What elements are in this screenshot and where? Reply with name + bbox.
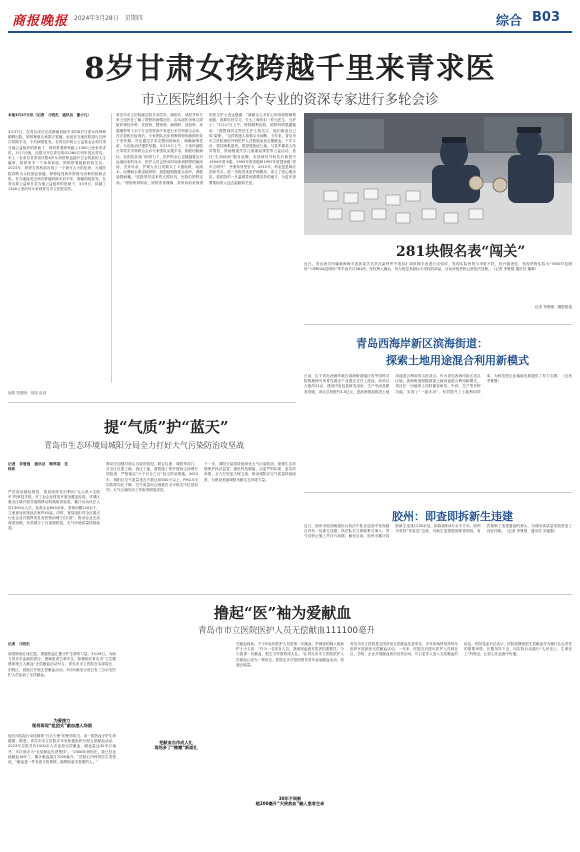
lead-column-1: 3月27日，在青岛成功完成肿瘤切除手术的8岁甘肃女孩坤坤顺利出院，婷婷理意头秋郡占管痛，此前在当地医院进行过两次切除手术，不后病情复发。在青岛市救公公益基金会和甘肃当地公益组织的资助下，妈妈带着婷婷踏上1300公里来青求医。3月7日晚，从银川开往青岛的G2260次列车抵达青岛，车上一名来自甘肃省庆阳8岁女孩婷婷也踏开日会的新的人生篇章，婷婷来手一个单单家庭，妈妈带着她和奶奶生活。2023年，婷婷右的枕部出现了一个黄豆大小的包块，当地医院诊断为头枕部血管瘤，婷婷接受两年阶段为同种的疾病去世。在当地接受完两次肿瘤切除术后半年，肿瘤再接复发。在青岛救公益和甘肃当地公益组织的资助下，3月9日，辞越了1300公里的母女来到青岛市立医院求医。 — [8, 130, 106, 192]
jiaozhou-body: 近日，胶州市胶西街道综合执法中队在巡查中发现辖区内有一处新生违建，执法队员立即联系当事人，责令其停止施工并自行拆除。截至目前，胶州市累计拆除新生违建1230余处，拆除面积4万余平方米。胶州市坚持“零容忍”态度，对新生违建做到即查即拆，有效遏制了违建蔓延的势头，为城市高质量发展营造了良好环境。（记者 李鲁强 通讯员 刘福强） — [304, 524, 572, 539]
lead-column-2: 青岛市市立医院副总院长刘学东，副院长、神经外科专家王伟民在了解了婷婷的病情况后，由本部医务科立即组织神经外科、皮肤科、整形科、病理科、放射科、耳鼻喉科等十余个专业的资深专家进行多学科联合会诊。在完善相关检查后，专家团队初步判断婷婷的病情仍处于发作期，决定通过手术完整切除病灶，明确病情性质，为后续治疗提供依据。3月15日上午，王伟民副院长带领多学科联合会诊专家团队实施手术，彻底切除病灶。在医院各部门的努力下，医护的全心也随越着这对远道而来的母女，医护人员会挤出时间来到婷婷的病床前，关怀母亲，护理人员日发购买了卡通贴纸、绘画本，玩偶和水果送给婷婷，鼓励她积极配合治疗，勇敢战胜病魔。“医院领导送来的大熊玩具，比我们婷婷还高。”婷婷的妈妈说，婷婷非常懂事，常常向前来探望的医生护士表达感谢：“谢谢这么多好心的叔叔阿姨帮助我，我要好好学习，长大了像你们一样当医生，当护士！”3月27日上午，婷婷顺利出院，婷婷妈妈感激地说：“我想到同这些医生护士的名字，他们都说自己叫‘雷锋’。”这样的感人故事从未间断，今年来，青岛市市立医院神经外科医护人员鼓励参加无锻献血，下乡义诊，帮扶困难患者，看望孤独症儿童，与其军属老人结对帮扶，资助困境失学儿童重返课堂等公益活动，依托“生命绿洲”服务品牌，本部神经外科先后被授予1994年度市级、1995年度省级和1997年度国家级“青年文明号”，并保持荣誉至今，2012年，科室更是响应国家号召，进一步推进优质护理服务，成立了爱心服务队，将医院的一片温暖带到需要扶持的地方，为更多需要帮助的人送去温暖和关爱。 — [116, 113, 296, 185]
west-coast-headline: 探索土地用途混合利用新模式 — [386, 354, 529, 367]
jiaozhou-headline: 即查即拆新生违建 — [425, 510, 513, 523]
blood-subhead-1-title: 为爱接力 — [53, 718, 71, 723]
lead-headline: 8岁甘肃女孩跨越千里来青求医 — [84, 51, 496, 85]
blood-subhead-3 — [236, 796, 344, 810]
column-divider — [111, 113, 112, 383]
env-headline: 提“气质”护“蓝天” — [104, 418, 229, 436]
env-subheadline: 青岛市生态环境局城阳分局全力打好大气污染防治攻坚战 — [44, 441, 244, 450]
section-name: 综合 — [496, 14, 523, 29]
blood-subhead-1-sub: 现场再现“组团式”献血感人场面 — [32, 723, 92, 729]
blood-subhead-3-title: 30年不间断 — [278, 796, 302, 801]
photo-story-caption: 近日，青岛海关所属威海海关查获某关关员在某快件中查扣汇单机械手表进行走验时，发现实际货物与申报不符，经开箱查验，发现货物实际为“TISSOT及图形”“OMEGA及图形”等手表共计281块，经权利人确认，均为侵犯其商标专用权的商品，目前该批货物已被依法处理。（记者 李鲁强 通讯员 董萌） — [304, 262, 572, 272]
lead-byline: 本报3月27日讯（记者 刁明杰 通讯员 谢小凡） — [8, 113, 91, 117]
photo-story-headline: 281块假名表“闯关” — [396, 244, 526, 260]
lead-subheadline: 市立医院组织十余个专业的资深专家进行多轮会诊 — [141, 92, 439, 108]
photo-story-credit: 记者 李鲁强 摄影报道 — [534, 305, 572, 309]
blood-subhead-2-title: 把献血当作成人礼 — [159, 740, 193, 745]
issue-date: 2024年3月28日 星期四 — [74, 15, 143, 22]
lead-editor: 编辑 管慧晓 组版 崔真 — [8, 391, 47, 395]
blood-subhead-2-sub: 现场多了“稚嫩”新面孔 — [154, 745, 198, 751]
blood-column-2b — [122, 642, 230, 844]
newspaper-logo: 商报晚报 — [12, 14, 69, 29]
blood-column-3: 在献血现场，不少年轻的医护人员是第一次献血，护理部的刚入职新护士小王说：“作为一名医务人员，我深知血液对患者的重要性，今天我第一次献血，把它当作我的成人礼。”让青岛市市立医院医护人员献血已成为一种常态，医院还多次组织团员青年参加献血活动，传递正能量。 — [236, 642, 344, 667]
env-column-2: 督局还加强对扬尘污染的管控，联合住建、城管等部门，对全区在建工地、拆迁工地、道路施工等开展扬尘治理专项检查，严格落实“六个百分之百”扬尘防治措施。2023年，城阳区空气质量优良天数达到300天以上，PM2.5平均浓度同比下降，空气质量综合指数在全市排名中位居前列，大气污染防治工作取得明显成效。 — [106, 462, 198, 493]
customs-photo — [304, 113, 572, 235]
blood-column-2: 他们用实际行动诠释着“白衣天使”的使命担当，用一腔热血守护生命健康。据悉，青岛市市立医院多年来积极组织开展无偿献血活动，2023年全院共有1000余人次参加无偿献血，献血量达30多万毫升，多次被评为“无偿献血先进集体”。“2008年到现在，我已经连续献血16年了，累计献血超过7000毫升。”医院心内科的医生笑着说，“献血是一件有意义的事情，能帮助更多需要的人。” — [8, 734, 116, 765]
west-coast-body: 日前，位于青岛西海岸新区滨海街道辖区的中国科学院物理研究所青岛源光产业园正式开工建设。该项目占地约21亩，建设内容包括研发用房、生产车间及配套设施，项目总投资约3.5亿元，是滨海街道推进土地用途混合利用的示范项目。作为青岛西海岸新区试点区域，滨海街道积极探索土地用途混合利用新模式，项目在一宗地块上同时兼容研发、中试、生产等多种功能，实现了“一地多用”，有效提升了土地利用效率，为科技型企业落地发展提供了有力支撑。（记者 李鲁强） — [304, 374, 572, 394]
blood-subhead-3-sub: 超200毫升“天使热血”融入患者生命 — [255, 801, 325, 807]
page-number: B03 — [532, 10, 560, 25]
blood-subheadline: 青岛市市立医院医护人员无偿献血111100毫升 — [198, 626, 375, 636]
section-rule — [304, 324, 572, 325]
blood-subhead-2 — [122, 740, 230, 750]
header-rule — [8, 31, 572, 33]
blood-subhead-1 — [8, 718, 116, 732]
section-rule — [304, 492, 572, 493]
west-coast-kicker: 青岛西海岸新区滨海街道： — [356, 337, 488, 350]
env-column-3: 下一步，城阳分局将持续深化大气污染防治，加强生态环境保护执法监管，强化科技赋能，以更严的标准、更实的举措，全力打好蓝天保卫战，推动城阳区空气质量持续改善，为建设美丽城阳贡献生态环境力量。 — [204, 462, 296, 482]
jiaozhou-kicker: 胶州： — [392, 510, 425, 523]
blood-column-1: 南国细雨红成红霞，康健热血汇聚守护生命的力量。3月28日，为助力青岛市血液的供应，保障患者生命安全，积极响应青岛市“卫生健康系统万人献血”无偿献血活动号召，青岛市市立医院在本部院区、东院区、西院区开展无偿献血活动，3月份截至目前已有三百余名医护人员参加了无偿献血。 — [8, 652, 116, 677]
blood-byline: 记者 刁明杰 — [8, 642, 30, 646]
section-rule — [8, 594, 572, 595]
env-column-1: 严厉查处超标排放，督局组织先后利用“无人机+走航车”的科技手段，对工业企业排放开展全覆盖检查，对城区重点区域开展非道路移动机械排放检查，累计出动执法人员1300余人次，检查企业600余家，发现问题120余个，立案查处环境违法案件45起。同时，督局组织对全区重点行业企业开展挥发性有机物治理“回头看”，推动企业完成深度治理，有效减少了污染物排放，大气环境质量持续改善。 — [8, 490, 100, 531]
blood-column-4: 青岛市市立医院是全国首批无偿献血先进单位，多年来始终坚持每年组织开展团体无偿献血活动。一年来，医院先后派出医护人员到社区、学校、企业开展献血知识宣传活动，号召更多人加入无偿献血的队伍。医院党委书记表示，医院将继续把无偿献血作为履行社会责任的重要举措，长期坚持下去，用实际行动践行“人民至上、生命至上”的理念，让爱心在血液中传递。 — [350, 642, 572, 657]
blood-headline: 撸起“医”袖为爱献血 — [214, 604, 352, 622]
page-header — [0, 0, 580, 38]
jiaozhou-title — [392, 505, 513, 524]
env-byline: 记者 李鲁强 通讯员 路梓超 任梓欣 — [8, 462, 68, 472]
section-rule — [8, 402, 296, 403]
